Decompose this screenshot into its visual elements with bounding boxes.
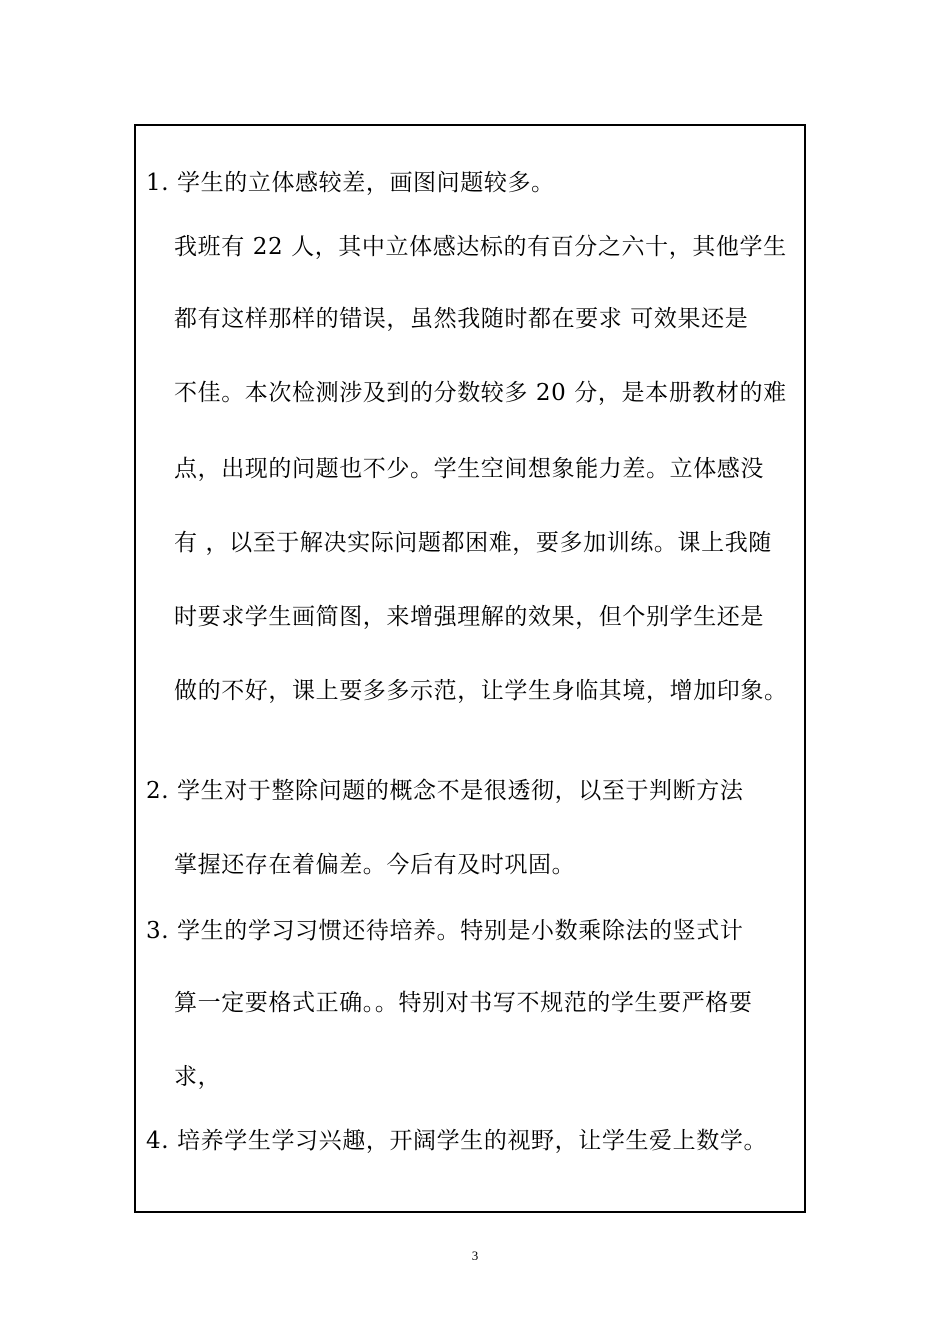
item-1-line-1: 1. 学生的立体感较差，画图问题较多。 [146, 170, 555, 196]
item-2-line-1: 2. 学生对于整除问题的概念不是很透彻，以至于判断方法 [146, 778, 744, 804]
item-1-line-3: 都有这样那样的错误，虽然我随时都在要求 可效果还是 [174, 306, 749, 332]
item-4-line-1: 4. 培养学生学习兴趣，开阔学生的视野，让学生爱上数学。 [146, 1128, 768, 1154]
item-1-line-2: 我班有 22 人，其中立体感达标的有百分之六十，其他学生 [174, 234, 787, 260]
item-1-line-7: 时要求学生画简图，来增强理解的效果，但个别学生还是 [174, 604, 764, 630]
item-2-line-2: 掌握还存在着偏差。今后有及时巩固。 [174, 852, 576, 878]
item-1-line-6: 有 ，以至于解决实际问题都困难，要多加训练。课上我随 [174, 530, 772, 556]
item-1-line-5: 点，出现的问题也不少。学生空间想象能力差。立体感没 [174, 456, 764, 482]
item-1-line-8: 做的不好，课上要多多示范，让学生身临其境，增加印象。 [174, 678, 788, 704]
page-number: 3 [471, 1248, 479, 1263]
content-box [134, 124, 806, 1213]
item-3-line-1: 3. 学生的学习习惯还待培养。特别是小数乘除法的竖式计 [146, 918, 744, 944]
item-3-line-2: 算一定要格式正确。。特别对书写不规范的学生要严格要 [174, 990, 753, 1016]
item-3-line-3: 求， [174, 1064, 222, 1090]
item-1-line-4: 不佳。本次检测涉及到的分数较多 20 分，是本册教材的难 [174, 380, 787, 406]
